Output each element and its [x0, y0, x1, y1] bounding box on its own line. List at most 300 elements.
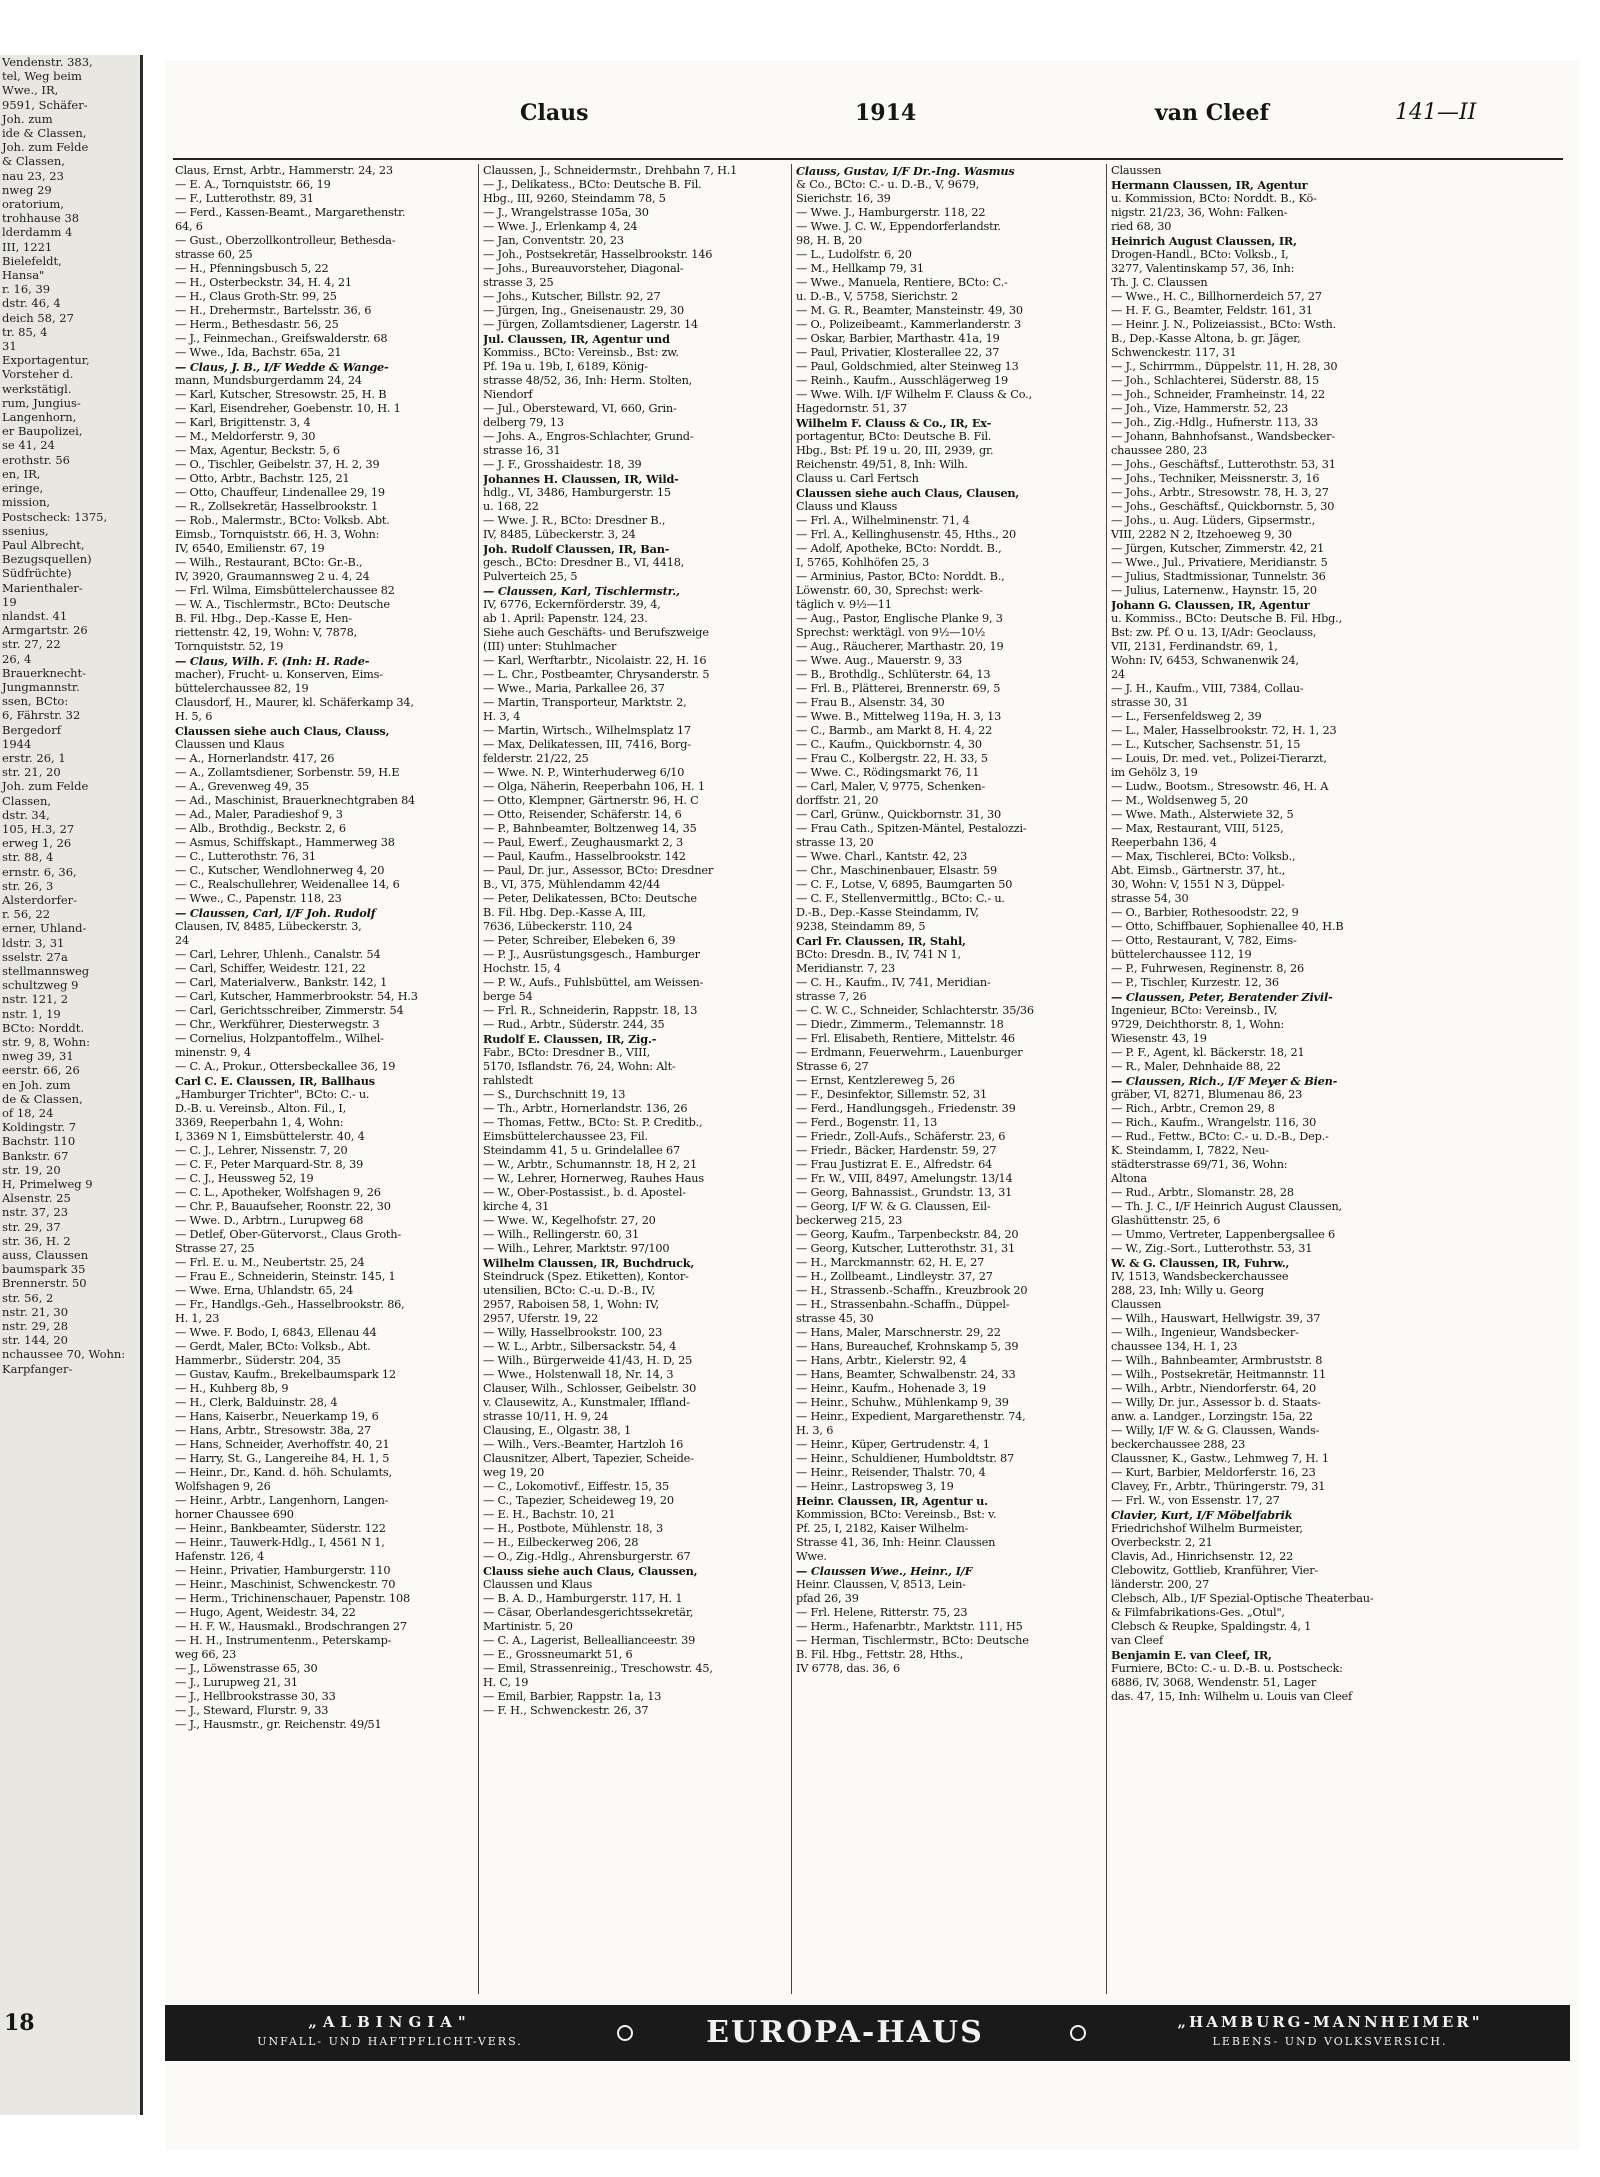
directory-entry-line: Löwenstr. 60, 30, Sprechst: werk- — [796, 584, 983, 597]
directory-entry-line: — Reinh., Kaufm., Ausschlägerweg 19 — [796, 374, 1008, 387]
directory-entry-line: Strasse 41, 36, Inh: Heinr. Claussen — [796, 1536, 996, 1549]
directory-entry-line: 5170, Isflandstr. 76, 24, Wohn: Alt- — [483, 1060, 676, 1073]
directory-entry-line: — Ferd., Handlungsgeh., Friedenstr. 39 — [796, 1102, 1016, 1115]
directory-entry-line: — Wwe. J. R., BCto: Dresdner B., — [483, 514, 666, 527]
directory-entry-line: ried 68, 30 — [1111, 220, 1172, 233]
directory-entry-line: — Max, Tischlerei, BCto: Volksb., — [1111, 850, 1296, 863]
previous-page-line: Joh. zum — [2, 111, 53, 126]
directory-entry-line: — Karl, Kutscher, Stresowstr. 25, H. B — [175, 388, 387, 401]
previous-page-line: dstr. 34, — [2, 807, 50, 822]
directory-entry-line: — Johs., Arbtr., Stresowstr. 78, H. 3, 27 — [1111, 486, 1329, 499]
directory-entry-line: — Martin, Wirtsch., Wilhelmsplatz 17 — [483, 724, 691, 737]
directory-entry-line: — Olga, Näherin, Reeperbahn 106, H. 1 — [483, 780, 705, 793]
previous-page-line: stellmannsweg — [2, 964, 90, 978]
directory-entry-line: — H., Strassenbahn.-Schaffn., Düppel- — [796, 1298, 1010, 1311]
advertisement-banner — [165, 2005, 1570, 2061]
directory-entry-line: — Wwe. J., Hamburgerstr. 118, 22 — [796, 206, 986, 219]
directory-entry-line: — Jul., Obersteward, VI, 660, Grin- — [483, 402, 677, 415]
directory-entry-line: Siehe auch Geschäfts- und Berufszweige — [483, 626, 709, 639]
directory-entry-line: — Asmus, Schiffskapt., Hammerweg 38 — [175, 836, 395, 849]
directory-entry-line: — Ferd., Kassen-Beamt., Margarethenstr. — [175, 206, 406, 219]
directory-entry-line: VIII, 2282 N 2, Itzehoeweg 9, 30 — [1111, 528, 1292, 541]
directory-entry-line: — M., Hellkamp 79, 31 — [796, 262, 924, 275]
directory-entry-line: — J., Löwenstrasse 65, 30 — [175, 1662, 318, 1675]
previous-page-line: lderdamm 4 — [2, 225, 73, 240]
previous-page-line: nau 23, 23 — [2, 168, 64, 183]
previous-page-line: erweg 1, 26 — [2, 836, 72, 851]
directory-entry-line: Glashüttenstr. 25, 6 — [1111, 1214, 1221, 1227]
directory-entry-line: — S., Durchschnitt 19, 13 — [483, 1088, 626, 1101]
directory-entry-line: — Wwe. C., Rödingsmarkt 76, 11 — [796, 766, 980, 779]
directory-entry-line: Niendorf — [483, 388, 533, 401]
directory-entry-line: Tornquiststr. 52, 19 — [175, 640, 284, 653]
header-year: 1914 — [855, 100, 917, 126]
previous-page-line: ldstr. 3, 31 — [2, 935, 65, 950]
directory-entry-line: das. 47, 15, Inh: Wilhelm u. Louis van Cleef — [1111, 1690, 1353, 1703]
previous-page-line: of 18, 24 — [2, 1106, 54, 1121]
directory-entry-line: — Herm., Trichinenschauer, Papenstr. 108 — [175, 1592, 411, 1605]
directory-entry-line: — O., Polizeibeamt., Kammerlanderstr. 3 — [796, 318, 1022, 331]
directory-entry-line: — Jürgen, Ing., Gneisenaustr. 29, 30 — [483, 304, 684, 317]
directory-entry-line: — Diedr., Zimmerm., Telemannstr. 18 — [796, 1018, 1004, 1031]
directory-entry-line: — Frl. A., Wilhelminenstr. 71, 4 — [796, 514, 970, 527]
directory-entry-line: W. & G. Claussen, IR, Fuhrw., — [1111, 1256, 1290, 1270]
previous-page-line: werkstätigl. — [2, 381, 72, 396]
directory-entry-line: — Willy, I/F W. & G. Claussen, Wands- — [1111, 1424, 1320, 1437]
directory-entry-line: H. 1, 23 — [175, 1312, 220, 1325]
directory-entry-line: 9238, Steindamm 89, 5 — [796, 920, 926, 933]
directory-entry-line: — Joh., Schneider, Framheinstr. 14, 22 — [1111, 388, 1325, 401]
directory-entry-line: — P., Fuhrwesen, Reginenstr. 8, 26 — [1111, 962, 1304, 975]
previous-page-line: oratorium, — [2, 197, 64, 212]
directory-entry-line: — M. G. R., Beamter, Mansteinstr. 49, 30 — [796, 304, 1023, 317]
directory-entry-line: — Friedr., Zoll-Aufs., Schäferstr. 23, 6 — [796, 1130, 1006, 1143]
directory-entry-line: — L. Chr., Postbeamter, Chrysanderstr. 5 — [483, 668, 710, 681]
previous-page-line: ssenius, — [2, 523, 49, 538]
directory-entry-line: H. 3, 4 — [483, 710, 521, 723]
directory-entry-line: — Frl. W., von Essenstr. 17, 27 — [1111, 1494, 1280, 1507]
directory-entry-line: Furniere, BCto: C.- u. D.-B. u. Postscheck: — [1111, 1662, 1343, 1675]
previous-page-line: str. 21, 20 — [2, 765, 61, 780]
directory-entry-line: I, 3369 N 1, Eimsbüttelerstr. 40, 4 — [175, 1130, 365, 1143]
directory-entry-line: — Rud., Arbtr., Slomanstr. 28, 28 — [1111, 1186, 1294, 1199]
directory-entry-line: — H., Kuhberg 8b, 9 — [175, 1382, 289, 1395]
directory-entry-line: Pf. 19a u. 19b, I, 6189, König- — [483, 360, 648, 373]
directory-entry-line: — J., Wrangelstrasse 105a, 30 — [483, 206, 649, 219]
directory-entry-line: — Carl, Lehrer, Uhlenh., Canalstr. 54 — [175, 948, 381, 961]
separator-circle — [1070, 2025, 1086, 2041]
directory-entry-line: Clavis, Ad., Hinrichsenstr. 12, 22 — [1111, 1550, 1294, 1563]
directory-entry-line: — W. A., Tischlermstr., BCto: Deutsche — [175, 598, 390, 611]
directory-entry-line: — C. H., Kaufm., IV, 741, Meridian- — [796, 976, 991, 989]
directory-entry-line: — Johs. A., Engros-Schlachter, Grund- — [483, 430, 694, 443]
directory-entry-line: — H., Claus Groth-Str. 99, 25 — [175, 290, 337, 303]
previous-page-line: nstr. 29, 28 — [2, 1319, 69, 1334]
directory-entry-line: Abt. Eimsb., Gärtnerstr. 37, ht., — [1111, 864, 1286, 877]
directory-entry-line: Hammerbr., Süderstr. 204, 35 — [175, 1354, 341, 1367]
directory-entry-line: — Arminius, Pastor, BCto: Norddt. B., — [796, 570, 1005, 583]
directory-entry-line: Clausdorf, H., Maurer, kl. Schäferkamp 34, — [175, 696, 414, 709]
directory-entry-line: 24 — [175, 934, 189, 947]
directory-entry-line: kirche 4, 31 — [483, 1200, 550, 1213]
directory-entry-line: chaussee 280, 23 — [1111, 444, 1208, 457]
directory-entry-line: Clausen, IV, 8485, Lübeckerstr. 3, — [175, 920, 362, 933]
previous-page-line: Postscheck: 1375, — [2, 509, 108, 524]
previous-page-line: tel, Weg beim — [2, 69, 82, 84]
directory-entry-line: — F. H., Schwenckestr. 26, 37 — [483, 1704, 649, 1717]
directory-entry-line: — Max, Agentur, Beckstr. 5, 6 — [175, 444, 340, 457]
previous-page-line: str. 26, 3 — [2, 878, 54, 893]
previous-page-line: Bergedorf — [2, 722, 61, 737]
previous-page-line: nweg 39, 31 — [2, 1049, 74, 1064]
directory-entry-line: — R., Zollsekretär, Hasselbrookstr. 1 — [175, 500, 379, 513]
directory-entry-line: — Wilh., Ingenieur, Wandsbecker- — [1111, 1326, 1299, 1339]
directory-entry-line: — E. H., Bachstr. 10, 21 — [483, 1508, 616, 1521]
directory-entry-line: — C., Realschullehrer, Weidenallee 14, 6 — [175, 878, 400, 891]
directory-entry-line: — Heinr. J. N., Polizeiassist., BCto: Wsth. — [1111, 318, 1337, 331]
directory-entry-line: Clausnitzer, Albert, Tapezier, Scheide- — [483, 1452, 694, 1465]
directory-entry-line: pfad 26, 39 — [796, 1592, 859, 1605]
directory-entry-line: IV, 1513, Wandsbeckerchaussee — [1111, 1270, 1289, 1283]
directory-entry-line: B., VI, 375, Mühlendamm 42/44 — [483, 878, 661, 891]
directory-entry-line: — Rud., Arbtr., Süderstr. 244, 35 — [483, 1018, 665, 1031]
directory-entry-line: — Ad., Maler, Paradieshof 9, 3 — [175, 808, 343, 821]
directory-entry-line: — Heinr., Dr., Kand. d. höh. Schulamts, — [175, 1466, 392, 1479]
directory-entry-line: Carl C. E. Claussen, IR, Ballhaus — [175, 1074, 375, 1088]
directory-entry-line: felderstr. 21/22, 25 — [483, 752, 589, 765]
previous-page-line: nstr. 37, 23 — [2, 1205, 69, 1220]
directory-entry-line: — Gust., Oberzollkontrolleur, Bethesda- — [175, 234, 396, 247]
directory-entry-line: — Oskar, Barbier, Marthastr. 41a, 19 — [796, 332, 1000, 345]
directory-entry-line: — Wwe., H. C., Billhornerdeich 57, 27 — [1111, 290, 1322, 303]
directory-entry-line: Clauss siehe auch Claus, Claussen, — [483, 1564, 698, 1578]
previous-page-line: trohhause 38 — [2, 211, 80, 226]
directory-entry-line: — Chr., Werkführer, Diesterwegstr. 3 — [175, 1018, 380, 1031]
directory-entry-line: — Jan, Conventstr. 20, 23 — [483, 234, 624, 247]
directory-entry-line: — W., Lehrer, Hornerweg, Rauhes Haus — [483, 1172, 704, 1185]
previous-page-line: str. 29, 37 — [2, 1219, 61, 1234]
directory-entry-line: — Wwe. D., Arbtrn., Lurupweg 68 — [175, 1214, 364, 1227]
directory-entry-line: — Wilh., Bahnbeamter, Armbruststr. 8 — [1111, 1354, 1323, 1367]
previous-page-line: erothstr. 56 — [2, 452, 70, 467]
directory-entry-line: — Johs., Bureauvorsteher, Diagonal- — [483, 262, 684, 275]
directory-entry-line: 30, Wohn: V, 1551 N 3, Düppel- — [1111, 878, 1285, 891]
directory-entry-line: — Wwe., Jul., Privatiere, Meridianstr. 5 — [1111, 556, 1328, 569]
directory-entry-line: Hagedornstr. 51, 37 — [796, 402, 908, 415]
directory-entry-line: Eimsb., Tornquiststr. 66, H. 3, Wohn: — [175, 528, 380, 541]
directory-entry-line: — B., Brothdlg., Schlüterstr. 64, 13 — [796, 668, 991, 681]
directory-entry-line: — Johs., Kutscher, Billstr. 92, 27 — [483, 290, 661, 303]
previous-page-line: Brauerknecht- — [2, 665, 87, 680]
directory-entry-line: Ingenieur, BCto: Vereinsb., IV, — [1111, 1004, 1278, 1017]
previous-page-line: en Joh. zum — [2, 1077, 71, 1092]
directory-entry-line: — Johs., Techniker, Meissnerstr. 3, 16 — [1111, 472, 1320, 485]
directory-entry-line: — Wwe. Aug., Mauerstr. 9, 33 — [796, 654, 962, 667]
directory-entry-line: strasse 45, 30 — [796, 1312, 874, 1325]
directory-entry-line: „Hamburger Trichter", BCto: C.- u. — [175, 1088, 370, 1101]
directory-entry-line: — C. A., Lagerist, Belleallianceestr. 39 — [483, 1634, 696, 1647]
directory-entry-line: — Carl, Grünw., Quickbornstr. 31, 30 — [796, 808, 1001, 821]
directory-entry-line: — Claussen, Carl, I/F Joh. Rudolf — [175, 906, 376, 920]
directory-entry-line: — Claussen, Karl, Tischlermstr., — [483, 584, 680, 598]
directory-entry-line: — P. F., Agent, kl. Bäckerstr. 18, 21 — [1111, 1046, 1305, 1059]
directory-entry-line: — Hans, Beamter, Schwalbenstr. 24, 33 — [796, 1368, 1016, 1381]
directory-entry-line: — O., Tischler, Geibelstr. 37, H. 2, 39 — [175, 458, 380, 471]
directory-entry-line: — Wwe., Holstenwall 18, Nr. 14, 3 — [483, 1368, 674, 1381]
previous-page-line: deich 58, 27 — [2, 310, 74, 325]
directory-entry-line: — M., Meldorferstr. 9, 30 — [175, 430, 316, 443]
previous-page-line: Joh. zum Felde — [2, 779, 89, 794]
previous-page-line: 19 — [2, 594, 17, 609]
directory-entry-line: BCto: Dresdn. B., IV, 741 N 1, — [796, 948, 961, 961]
directory-entry-line: — Karl, Werftarbtr., Nicolaistr. 22, H. 16 — [483, 654, 707, 667]
directory-entry-line: Strasse 27, 25 — [175, 1242, 255, 1255]
directory-entry-line: delberg 79, 13 — [483, 416, 564, 429]
directory-entry-line: horner Chaussee 690 — [175, 1508, 294, 1521]
directory-entry-line: gesch., BCto: Dresdner B., VI, 4418, — [483, 556, 685, 569]
directory-entry-line: — Aug., Räucherer, Marthastr. 20, 19 — [796, 640, 1004, 653]
directory-entry-line: — Karl, Brigittenstr. 3, 4 — [175, 416, 311, 429]
directory-entry-line: — Wwe., Ida, Bachstr. 65a, 21 — [175, 346, 342, 359]
directory-entry-line: — Wwe. Wilh. I/F Wilhelm F. Clauss & Co., — [796, 388, 1032, 401]
previous-page-line: str. 9, 8, Wohn: — [2, 1035, 90, 1050]
directory-entry-line: — Adolf, Apotheke, BCto: Norddt. B., — [796, 542, 1002, 555]
directory-entry-line: — Heinr., Lastropsweg 3, 19 — [796, 1480, 954, 1493]
previous-page-line: H, Primelweg 9 — [2, 1177, 93, 1192]
directory-entry-line: — C., Kaufm., Quickbornstr. 4, 30 — [796, 738, 982, 751]
directory-entry-line: — C. A., Prokur., Ottersbeckallee 36, 19 — [175, 1060, 396, 1073]
previous-page-line: er Baupolizei, — [2, 424, 83, 439]
directory-entry-line: — Carl, Maler, V, 9775, Schenken- — [796, 780, 986, 793]
directory-entry-line: — Wwe., Manuela, Rentiere, BCto: C.- — [796, 276, 1008, 289]
directory-entry-line: — Paul, Dr. jur., Assessor, BCto: Dresdner — [483, 864, 714, 877]
directory-entry-line: strasse 16, 31 — [483, 444, 561, 457]
page-header — [165, 100, 1565, 136]
directory-entry-line: — Paul, Goldschmied, alter Steinweg 13 — [796, 360, 1019, 373]
directory-entry-line: — Frau B., Alsenstr. 34, 30 — [796, 696, 945, 709]
directory-entry-line: — Heinr., Bankbeamter, Süderstr. 122 — [175, 1522, 386, 1535]
directory-entry-line: — M., Woldsenweg 5, 20 — [1111, 794, 1248, 807]
directory-entry-line: — Heinr., Küper, Gertrudenstr. 4, 1 — [796, 1438, 990, 1451]
directory-entry-line: Johann G. Claussen, IR, Agentur — [1111, 598, 1310, 612]
directory-entry-line: — Frl. Elisabeth, Rentiere, Mittelstr. 46 — [796, 1032, 1015, 1045]
directory-entry-line: I, 5765, Kohlhöfen 25, 3 — [796, 556, 930, 569]
previous-page-line: ide & Classen, — [2, 126, 87, 141]
directory-entry-line: — Cäsar, Oberlandesgerichtssekretär, — [483, 1606, 694, 1619]
directory-entry-line: — H. H., Instrumentenm., Peterskamp- — [175, 1634, 392, 1647]
directory-entry-line: chaussee 134, H. 1, 23 — [1111, 1340, 1238, 1353]
column-2 — [483, 164, 783, 1994]
directory-entry-line: Wohn: IV, 6453, Schwanenwik 24, — [1111, 654, 1299, 667]
directory-entry-line: — Johs., Geschäftsf., Lutterothstr. 53, 31 — [1111, 458, 1336, 471]
directory-entry-line: — F., Lutterothstr. 89, 31 — [175, 192, 314, 205]
directory-entry-line: — Wilh., Rellingerstr. 60, 31 — [483, 1228, 640, 1241]
directory-entry-line: — C. J., Lehrer, Nissenstr. 7, 20 — [175, 1144, 348, 1157]
hamburg-mannheimer-title: „HAMBURG-MANNHEIMER" — [1177, 2013, 1483, 2031]
directory-entry-line: Clauser, Wilh., Schlosser, Geibelstr. 30 — [483, 1382, 697, 1395]
directory-entry-line: Clebsch & Reupke, Spaldingstr. 4, 1 — [1111, 1620, 1312, 1633]
directory-entry-line: — Chr. P., Bauaufseher, Roonstr. 22, 30 — [175, 1200, 391, 1213]
previous-page-line: nstr. 1, 19 — [2, 1006, 61, 1021]
previous-page-line: str. 19, 20 — [2, 1162, 61, 1177]
column-divider — [1106, 164, 1107, 1994]
directory-entry-line: — Georg, Kutscher, Lutterothstr. 31, 31 — [796, 1242, 1016, 1255]
directory-entry-line: — J. F., Grosshaidestr. 18, 39 — [483, 458, 642, 471]
directory-entry-line: — Hans, Schneider, Averhoffstr. 40, 21 — [175, 1438, 390, 1451]
directory-entry-line: (III) unter: Stuhlmacher — [483, 640, 617, 653]
directory-entry-line: — Wilh., Arbtr., Niendorferstr. 64, 20 — [1111, 1382, 1317, 1395]
directory-entry-line: Altona — [1111, 1172, 1147, 1185]
directory-entry-line: — L., Ludolfstr. 6, 20 — [796, 248, 912, 261]
directory-entry-line: Claussen — [1111, 164, 1162, 177]
directory-entry-line: — Heinr., Schuhw., Mühlenkamp 9, 39 — [796, 1396, 1009, 1409]
directory-entry-line: 6886, IV, 3068, Wendenstr. 51, Lager — [1111, 1676, 1317, 1689]
directory-entry-line: — Paul, Kaufm., Hasselbrookstr. 142 — [483, 850, 686, 863]
directory-entry-line: — Ludw., Bootsm., Stresowstr. 46, H. A — [1111, 780, 1329, 793]
directory-entry-line: portagentur, BCto: Deutsche B. Fil. — [796, 430, 992, 443]
directory-entry-line: van Cleef — [1111, 1634, 1163, 1647]
directory-entry-line: Drogen-Handl., BCto: Volksb., I, — [1111, 248, 1289, 261]
previous-page-line: Exportagentur, — [2, 353, 90, 368]
directory-entry-line: — Ad., Maschinist, Brauerknechtgraben 84 — [175, 794, 416, 807]
directory-entry-line: — Fr., Handlgs.-Geh., Hasselbrookstr. 86, — [175, 1298, 405, 1311]
directory-entry-line: — L., Fersenfeldsweg 2, 39 — [1111, 710, 1262, 723]
directory-entry-line: — C. F., Peter Marquard-Str. 8, 39 — [175, 1158, 364, 1171]
directory-entry-line: 64, 6 — [175, 220, 203, 233]
directory-entry-line: — Herm., Hafenarbtr., Marktstr. 111, H5 — [796, 1620, 1023, 1633]
hamburg-mannheimer-ad — [1100, 2013, 1560, 2048]
directory-entry-line: — H., Zollbeamt., Lindleystr. 37, 27 — [796, 1270, 993, 1283]
directory-entry-line: — Wwe., C., Papenstr. 118, 23 — [175, 892, 342, 905]
directory-entry-line: — Claus, J. B., I/F Wedde & Wange- — [175, 360, 389, 374]
directory-entry-line: Wolfshagen 9, 26 — [175, 1480, 271, 1493]
directory-entry-line: — J. H., Kaufm., VIII, 7384, Collau- — [1111, 682, 1304, 695]
directory-entry-line: Clavier, Kurt, I/F Möbelfabrik — [1111, 1508, 1293, 1522]
directory-entry-line: — O., Zig.-Hdlg., Ahrensburgerstr. 67 — [483, 1550, 691, 1563]
directory-entry-line: — Heinr., Tauwerk-Hdlg., I, 4561 N 1, — [175, 1536, 385, 1549]
directory-entry-line: — Heinr., Reisender, Thalstr. 70, 4 — [796, 1466, 986, 1479]
directory-entry-line: — H. F. G., Beamter, Feldstr. 161, 31 — [1111, 304, 1313, 317]
previous-page-line: se 41, 24 — [2, 438, 55, 453]
directory-entry-line: — A., Grevenweg 49, 35 — [175, 780, 309, 793]
directory-entry-line: strasse 3, 25 — [483, 276, 554, 289]
directory-entry-line: — Th. J. C., I/F Heinrich August Claussen, — [1111, 1200, 1342, 1213]
directory-entry-line: Reeperbahn 136, 4 — [1111, 836, 1217, 849]
directory-entry-line: macher), Frucht- u. Konserven, Eims- — [175, 668, 383, 681]
directory-entry-line: — Joh., Vize, Hammerstr. 52, 23 — [1111, 402, 1289, 415]
directory-entry-line: Hbg., Bst: Pf. 19 u. 20, III, 2939, gr. — [796, 444, 994, 457]
directory-entry-line: Clauss, Gustav, I/F Dr.-Ing. Wasmus — [796, 164, 1015, 178]
directory-entry-line: — Wwe., Maria, Parkallee 26, 37 — [483, 682, 665, 695]
directory-entry-line: D.-B., Dep.-Kasse Steindamm, IV, — [796, 906, 979, 919]
directory-entry-line: 98, H. B, 20 — [796, 234, 863, 247]
directory-entry-line: — Claussen, Peter, Beratender Zivil- — [1111, 990, 1333, 1004]
directory-entry-line: — Otto, Reisender, Schäferstr. 14, 6 — [483, 808, 682, 821]
directory-entry-line: — E., Grossneumarkt 51, 6 — [483, 1648, 633, 1661]
directory-entry-line: — Wwe. Erna, Uhlandstr. 65, 24 — [175, 1284, 354, 1297]
directory-entry-line: — Claussen Wwe., Heinr., I/F — [796, 1564, 973, 1578]
previous-page-line: eerstr. 66, 26 — [2, 1063, 80, 1078]
directory-entry-line: — O., Barbier, Rothesoodstr. 22, 9 — [1111, 906, 1299, 919]
previous-page-line: schultzweg 9 — [2, 978, 79, 993]
directory-entry-line: & Co., BCto: C.- u. D.-B., V, 9679, — [796, 178, 980, 191]
directory-entry-line: Kommiss., BCto: Vereinsb., Bst: zw. — [483, 346, 679, 359]
directory-entry-line: — Wilh., Restaurant, BCto: Gr.-B., — [175, 556, 363, 569]
directory-entry-line: strasse 30, 31 — [1111, 696, 1189, 709]
previous-page-line: Koldingstr. 7 — [2, 1120, 77, 1135]
directory-entry-line: 3369, Reeperbahn 1, 4, Wohn: — [175, 1116, 344, 1129]
directory-entry-line: B. Fil. Hbg., Fettstr. 28, Hths., — [796, 1648, 964, 1661]
previous-page-line: Vendenstr. 383, — [2, 55, 93, 69]
directory-entry-line: — H., Postbote, Mühlenstr. 18, 3 — [483, 1522, 663, 1535]
previous-page-line: Marienthaler- — [2, 580, 83, 595]
previous-page-line: de & Classen, — [2, 1091, 83, 1106]
directory-entry-line: Hochstr. 15, 4 — [483, 962, 561, 975]
directory-entry-line: Fabr., BCto: Dresdner B., VIII, — [483, 1046, 650, 1059]
directory-entry-line: H. C, 19 — [483, 1676, 529, 1689]
directory-entry-line: — Paul, Ewerf., Zeughausmarkt 2, 3 — [483, 836, 684, 849]
directory-entry-line: — Frl. A., Kellinghusenstr. 45, Hths., 20 — [796, 528, 1016, 541]
directory-entry-line: — Thomas, Fettw., BCto: St. P. Creditb., — [483, 1116, 703, 1129]
previous-page-line: Alsterdorfer- — [2, 892, 78, 907]
previous-page-line: 9591, Schäfer- — [2, 97, 88, 112]
directory-entry-line: im Gehölz 3, 19 — [1111, 766, 1198, 779]
directory-entry-line: — C. F., Lotse, V, 6895, Baumgarten 50 — [796, 878, 1013, 891]
directory-entry-line: hdlg., VI, 3486, Hamburgerstr. 15 — [483, 486, 671, 499]
directory-entry-line: Claussen — [1111, 1298, 1162, 1311]
directory-entry-line: — Erdmann, Feuerwehrm., Lauenburger — [796, 1046, 1023, 1059]
directory-entry-line: — Louis, Dr. med. vet., Polizei-Tierarzt, — [1111, 752, 1327, 765]
directory-entry-line: B., Dep.-Kasse Altona, b. gr. Jäger, — [1111, 332, 1301, 345]
previous-page-line: mission, — [2, 495, 51, 510]
previous-page-line: str. 36, H. 2 — [2, 1233, 71, 1248]
directory-entry-line: — Carl, Kutscher, Hammerbrookstr. 54, H.3 — [175, 990, 418, 1003]
directory-entry-line: — Frau C., Kolbergstr. 22, H. 33, 5 — [796, 752, 988, 765]
directory-entry-line: — Wwe. J., Erlenkamp 4, 24 — [483, 220, 638, 233]
directory-entry-line: — L., Kutscher, Sachsenstr. 51, 15 — [1111, 738, 1301, 751]
directory-entry-line: — J., Schirrmm., Düppelstr. 11, H. 28, 30 — [1111, 360, 1338, 373]
directory-entry-line: — Emil, Barbier, Rappstr. 1a, 13 — [483, 1690, 662, 1703]
directory-entry-line: strasse 60, 25 — [175, 248, 253, 261]
previous-page-line: r. 16, 39 — [2, 282, 51, 297]
directory-entry-line: — E. A., Tornquiststr. 66, 19 — [175, 178, 331, 191]
hamburg-mannheimer-subtitle: LEBENS- UND VOLKSVERSICH. — [1212, 2035, 1448, 2048]
directory-entry-line: Claussner, K., Gastw., Lehmweg 7, H. 1 — [1111, 1452, 1329, 1465]
directory-entry-line: VII, 2131, Ferdinandstr. 69, 1, — [1111, 640, 1278, 653]
directory-entry-line: Clauss und Klauss — [796, 500, 898, 513]
directory-entry-line: — Julius, Stadtmissionar, Tunnelstr. 36 — [1111, 570, 1326, 583]
previous-page-line: Bachstr. 110 — [2, 1134, 76, 1149]
directory-entry-line: — Wilh., Hauswart, Hellwigstr. 39, 37 — [1111, 1312, 1321, 1325]
directory-entry-line: — P., Bahnbeamter, Boltzenweg 14, 35 — [483, 822, 697, 835]
directory-entry-line: — R., Maler, Dehnhaide 88, 22 — [1111, 1060, 1281, 1073]
previous-page-line: sselstr. 27a — [2, 949, 68, 964]
directory-entry-line: & Filmfabrikations-Ges. „Otul", — [1111, 1606, 1285, 1619]
directory-entry-line: — Harry, St. G., Langereihe 84, H. 1, 5 — [175, 1452, 390, 1465]
separator-circle — [617, 2025, 633, 2041]
previous-page-line: Brennerstr. 50 — [2, 1276, 87, 1291]
directory-entry-line: — C. F., Stellenvermittlg., BCto: C.- u. — [796, 892, 1005, 905]
directory-entry-line: — J., Hellbrookstrasse 30, 33 — [175, 1690, 336, 1703]
directory-entry-line: 7636, Lübeckerstr. 110, 24 — [483, 920, 633, 933]
directory-entry-line: — Otto, Klempner, Gärtnerstr. 96, H. C — [483, 794, 699, 807]
directory-entry-line: — Georg, Kaufm., Tarpenbeckstr. 84, 20 — [796, 1228, 1019, 1241]
directory-entry-line: Friedrichshof Wilhelm Burmeister, — [1111, 1522, 1303, 1535]
directory-entry-line: — Karl, Eisendreher, Goebenstr. 10, H. 1 — [175, 402, 401, 415]
directory-entry-line: — Johs., Geschäftsf., Quickbornstr. 5, 30 — [1111, 500, 1335, 513]
directory-entry-line: büttelerchaussee 112, 19 — [1111, 948, 1252, 961]
previous-page-line: eringe, — [2, 481, 44, 496]
